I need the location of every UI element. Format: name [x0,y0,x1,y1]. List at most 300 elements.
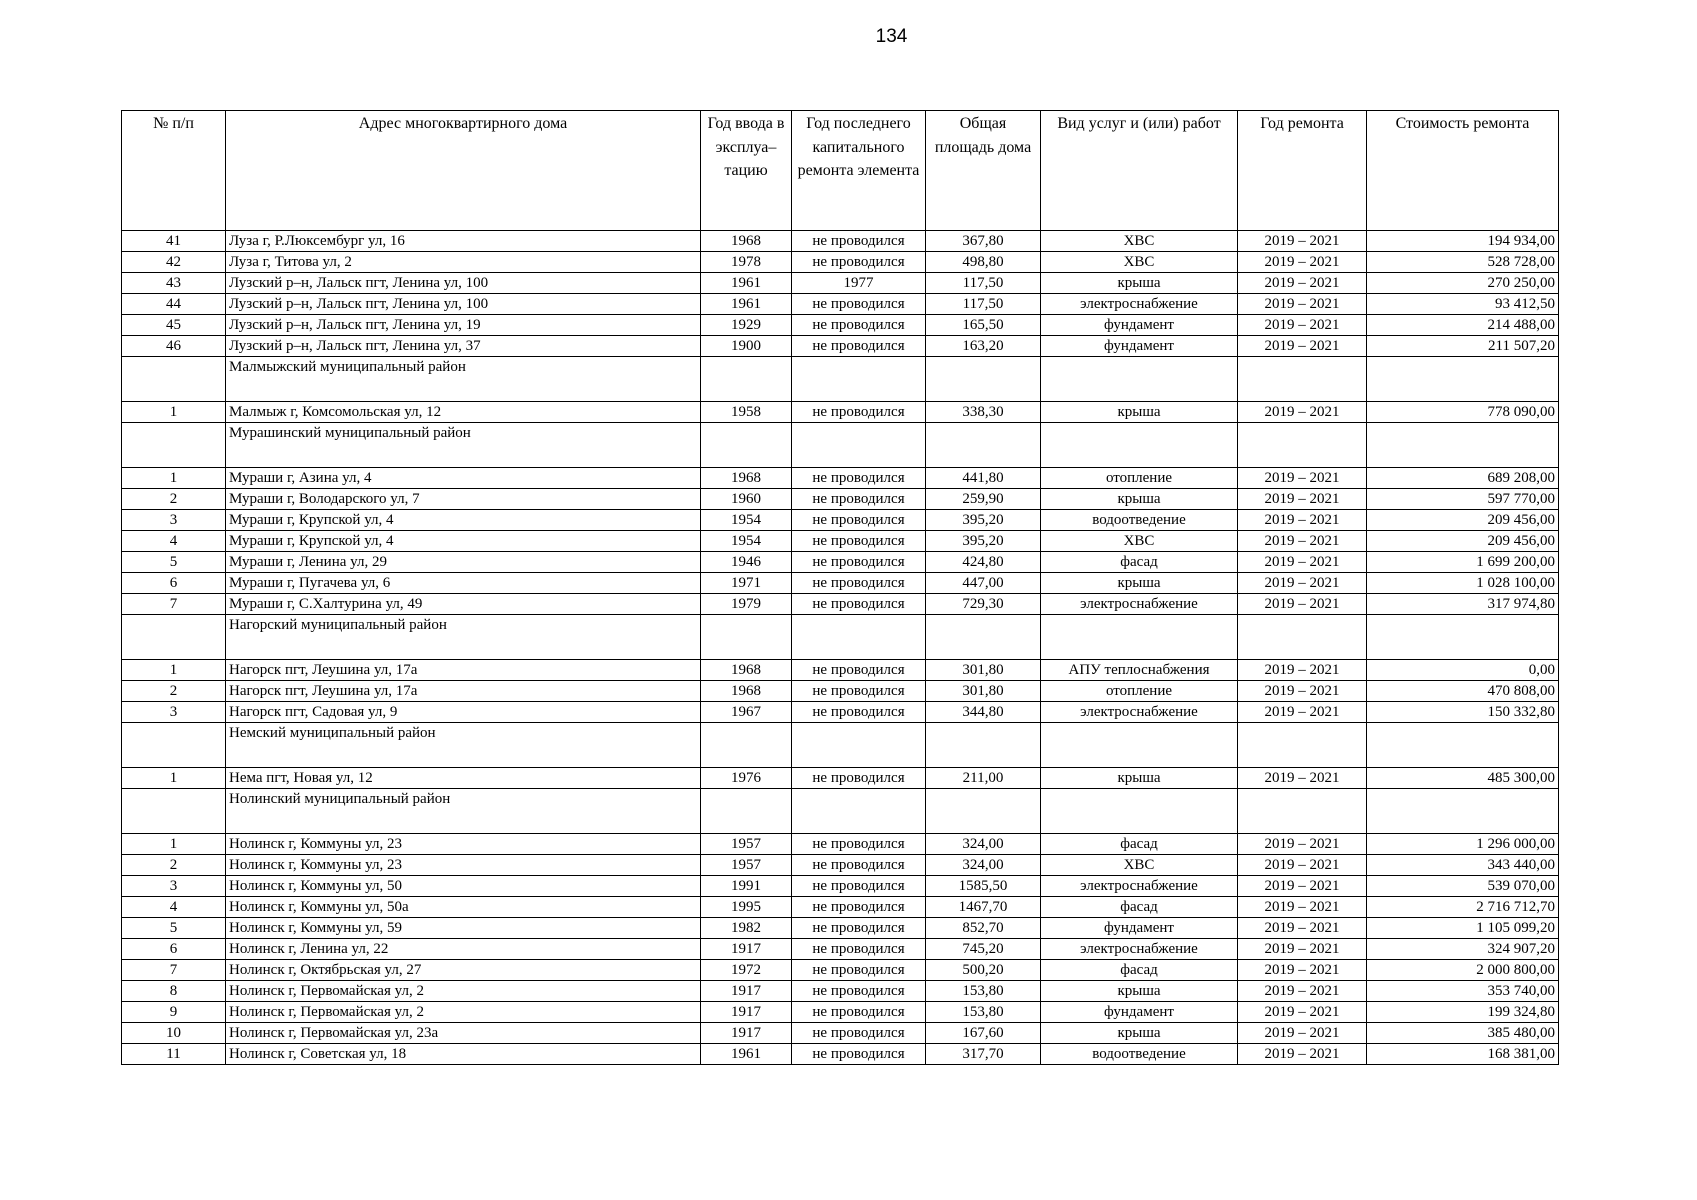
cell-address: Мураши г, Ленина ул, 29 [226,552,701,573]
cell-area: 745,20 [926,939,1041,960]
cell-last-repair: не проводился [792,681,926,702]
cell-cost: 778 090,00 [1367,402,1559,423]
table-row [122,1023,1559,1044]
cell-repair-year: 2019 – 2021 [1238,252,1367,273]
table-row [122,273,1559,294]
cell-cost: 209 456,00 [1367,510,1559,531]
cell-year-built: 1946 [701,552,792,573]
cell-address: Нолинск г, Коммуны ул, 59 [226,918,701,939]
empty-cell [122,423,226,468]
cell-year-built: 1982 [701,918,792,939]
cell-year-built: 1957 [701,855,792,876]
cell-year-built: 1967 [701,702,792,723]
cell-repair-year: 2019 – 2021 [1238,981,1367,1002]
cell-num: 5 [122,918,226,939]
header-cost: Стоимость ремонта [1367,111,1559,231]
cell-repair-year: 2019 – 2021 [1238,402,1367,423]
empty-cell [926,423,1041,468]
cell-num: 5 [122,552,226,573]
cell-year-built: 1960 [701,489,792,510]
cell-service: ХВС [1041,531,1238,552]
section-row [122,615,1559,660]
cell-area: 324,00 [926,834,1041,855]
cell-cost: 485 300,00 [1367,768,1559,789]
header-repair-year: Год ремонта [1238,111,1367,231]
cell-address: Лузский р–н, Лальск пгт, Ленина ул, 37 [226,336,701,357]
cell-address: Нолинск г, Октябрьская ул, 27 [226,960,701,981]
cell-area: 395,20 [926,510,1041,531]
table-row [122,1002,1559,1023]
cell-num: 3 [122,702,226,723]
empty-cell [1367,423,1559,468]
cell-year-built: 1961 [701,273,792,294]
cell-last-repair: не проводился [792,1023,926,1044]
cell-service: крыша [1041,489,1238,510]
cell-num: 45 [122,315,226,336]
cell-num: 6 [122,939,226,960]
cell-area: 117,50 [926,294,1041,315]
cell-service: фасад [1041,960,1238,981]
cell-address: Лузский р–н, Лальск пгт, Ленина ул, 100 [226,273,701,294]
section-title: Немский муниципальный район [226,723,701,768]
cell-last-repair: не проводился [792,876,926,897]
empty-cell [1238,357,1367,402]
cell-service: фундамент [1041,315,1238,336]
empty-cell [1367,357,1559,402]
cell-cost: 199 324,80 [1367,1002,1559,1023]
cell-year-built: 1968 [701,660,792,681]
cell-service: электроснабжение [1041,939,1238,960]
cell-num: 1 [122,402,226,423]
cell-cost: 1 296 000,00 [1367,834,1559,855]
cell-area: 301,80 [926,660,1041,681]
cell-num: 42 [122,252,226,273]
cell-last-repair: не проводился [792,573,926,594]
empty-cell [701,723,792,768]
empty-cell [122,723,226,768]
cell-area: 317,70 [926,1044,1041,1065]
cell-cost: 214 488,00 [1367,315,1559,336]
cell-repair-year: 2019 – 2021 [1238,660,1367,681]
empty-cell [792,357,926,402]
cell-cost: 270 250,00 [1367,273,1559,294]
empty-cell [701,789,792,834]
table-row [122,1044,1559,1065]
table-row [122,231,1559,252]
cell-service: отопление [1041,468,1238,489]
cell-address: Нолинск г, Коммуны ул, 50а [226,897,701,918]
cell-num: 1 [122,834,226,855]
table-row [122,510,1559,531]
table-row [122,531,1559,552]
cell-num: 2 [122,855,226,876]
table-row [122,402,1559,423]
cell-num: 11 [122,1044,226,1065]
cell-repair-year: 2019 – 2021 [1238,573,1367,594]
cell-address: Нолинск г, Советская ул, 18 [226,1044,701,1065]
cell-service: водоотведение [1041,510,1238,531]
cell-cost: 470 808,00 [1367,681,1559,702]
cell-repair-year: 2019 – 2021 [1238,768,1367,789]
cell-year-built: 1995 [701,897,792,918]
cell-service: фасад [1041,552,1238,573]
cell-repair-year: 2019 – 2021 [1238,834,1367,855]
cell-last-repair: не проводился [792,1002,926,1023]
empty-cell [122,789,226,834]
cell-year-built: 1976 [701,768,792,789]
section-row [122,423,1559,468]
cell-service: фундамент [1041,1002,1238,1023]
empty-cell [1238,423,1367,468]
empty-cell [1367,615,1559,660]
empty-cell [701,423,792,468]
cell-service: ХВС [1041,252,1238,273]
cell-cost: 1 105 099,20 [1367,918,1559,939]
cell-repair-year: 2019 – 2021 [1238,876,1367,897]
cell-cost: 194 934,00 [1367,231,1559,252]
cell-area: 852,70 [926,918,1041,939]
cell-area: 441,80 [926,468,1041,489]
cell-year-built: 1954 [701,531,792,552]
cell-last-repair: не проводился [792,510,926,531]
cell-area: 301,80 [926,681,1041,702]
cell-address: Нагорск пгт, Леушина ул, 17а [226,660,701,681]
empty-cell [1367,723,1559,768]
cell-last-repair: не проводился [792,531,926,552]
cell-area: 324,00 [926,855,1041,876]
cell-service: крыша [1041,573,1238,594]
cell-area: 259,90 [926,489,1041,510]
header-service: Вид услуг и (или) работ [1041,111,1238,231]
cell-year-built: 1991 [701,876,792,897]
empty-cell [701,615,792,660]
cell-year-built: 1961 [701,1044,792,1065]
table-row [122,660,1559,681]
cell-address: Нагорск пгт, Садовая ул, 9 [226,702,701,723]
cell-num: 7 [122,594,226,615]
cell-address: Лузский р–н, Лальск пгт, Ленина ул, 100 [226,294,701,315]
cell-num: 43 [122,273,226,294]
cell-cost: 93 412,50 [1367,294,1559,315]
cell-num: 2 [122,489,226,510]
cell-service: электроснабжение [1041,876,1238,897]
section-row [122,357,1559,402]
cell-repair-year: 2019 – 2021 [1238,1044,1367,1065]
cell-num: 4 [122,897,226,918]
table-row [122,897,1559,918]
cell-cost: 209 456,00 [1367,531,1559,552]
table-row [122,855,1559,876]
cell-last-repair: не проводился [792,768,926,789]
empty-cell [701,357,792,402]
table-row [122,594,1559,615]
table-row [122,681,1559,702]
cell-last-repair: не проводился [792,855,926,876]
cell-area: 1467,70 [926,897,1041,918]
cell-year-built: 1968 [701,468,792,489]
cell-address: Нолинск г, Первомайская ул, 2 [226,981,701,1002]
cell-address: Нолинск г, Коммуны ул, 23 [226,855,701,876]
table-row [122,468,1559,489]
table-body [122,231,1559,1065]
empty-cell [1041,423,1238,468]
cell-cost: 324 907,20 [1367,939,1559,960]
cell-num: 1 [122,660,226,681]
cell-last-repair: не проводился [792,897,926,918]
cell-year-built: 1971 [701,573,792,594]
cell-area: 344,80 [926,702,1041,723]
cell-year-built: 1917 [701,1002,792,1023]
page-number: 134 [875,26,908,47]
cell-area: 424,80 [926,552,1041,573]
cell-service: крыша [1041,981,1238,1002]
cell-cost: 385 480,00 [1367,1023,1559,1044]
cell-year-built: 1968 [701,231,792,252]
cell-repair-year: 2019 – 2021 [1238,1023,1367,1044]
cell-service: фундамент [1041,336,1238,357]
cell-year-built: 1961 [701,294,792,315]
cell-cost: 343 440,00 [1367,855,1559,876]
cell-cost: 2 716 712,70 [1367,897,1559,918]
cell-service: ХВС [1041,855,1238,876]
cell-num: 9 [122,1002,226,1023]
empty-cell [122,615,226,660]
empty-cell [792,723,926,768]
cell-last-repair: не проводился [792,702,926,723]
cell-service: водоотведение [1041,1044,1238,1065]
cell-num: 3 [122,876,226,897]
cell-service: фундамент [1041,918,1238,939]
cell-year-built: 1954 [701,510,792,531]
empty-cell [1041,789,1238,834]
cell-repair-year: 2019 – 2021 [1238,1002,1367,1023]
cell-service: крыша [1041,1023,1238,1044]
cell-service: электроснабжение [1041,294,1238,315]
cell-area: 395,20 [926,531,1041,552]
cell-repair-year: 2019 – 2021 [1238,468,1367,489]
cell-cost: 0,00 [1367,660,1559,681]
cell-address: Лузский р–н, Лальск пгт, Ленина ул, 19 [226,315,701,336]
cell-num: 7 [122,960,226,981]
cell-address: Луза г, Титова ул, 2 [226,252,701,273]
cell-repair-year: 2019 – 2021 [1238,273,1367,294]
cell-year-built: 1972 [701,960,792,981]
cell-last-repair: не проводился [792,468,926,489]
section-title: Малмыжский муниципальный район [226,357,701,402]
cell-last-repair: не проводился [792,315,926,336]
empty-cell [1238,615,1367,660]
cell-repair-year: 2019 – 2021 [1238,552,1367,573]
cell-address: Мураши г, Крупской ул, 4 [226,531,701,552]
empty-cell [1041,723,1238,768]
cell-last-repair: не проводился [792,594,926,615]
table-row [122,960,1559,981]
cell-num: 1 [122,768,226,789]
section-row [122,789,1559,834]
cell-area: 167,60 [926,1023,1041,1044]
cell-address: Мураши г, Пугачева ул, 6 [226,573,701,594]
section-title: Нолинский муниципальный район [226,789,701,834]
table-row [122,294,1559,315]
cell-year-built: 1900 [701,336,792,357]
cell-area: 163,20 [926,336,1041,357]
cell-area: 153,80 [926,981,1041,1002]
cell-num: 41 [122,231,226,252]
cell-area: 729,30 [926,594,1041,615]
cell-address: Малмыж г, Комсомольская ул, 12 [226,402,701,423]
cell-num: 8 [122,981,226,1002]
cell-last-repair: не проводился [792,660,926,681]
cell-repair-year: 2019 – 2021 [1238,531,1367,552]
cell-repair-year: 2019 – 2021 [1238,939,1367,960]
cell-repair-year: 2019 – 2021 [1238,702,1367,723]
cell-service: отопление [1041,681,1238,702]
cell-cost: 1 699 200,00 [1367,552,1559,573]
cell-service: АПУ теплоснабжения [1041,660,1238,681]
table-row [122,252,1559,273]
empty-cell [792,615,926,660]
cell-cost: 1 028 100,00 [1367,573,1559,594]
cell-year-built: 1917 [701,981,792,1002]
table-row [122,981,1559,1002]
cell-last-repair: не проводился [792,252,926,273]
cell-address: Нолинск г, Коммуны ул, 50 [226,876,701,897]
cell-address: Мураши г, Крупской ул, 4 [226,510,701,531]
cell-year-built: 1958 [701,402,792,423]
empty-cell [926,615,1041,660]
empty-cell [1238,723,1367,768]
cell-area: 500,20 [926,960,1041,981]
cell-num: 1 [122,468,226,489]
cell-last-repair: не проводился [792,402,926,423]
cell-cost: 689 208,00 [1367,468,1559,489]
cell-num: 44 [122,294,226,315]
cell-area: 447,00 [926,573,1041,594]
empty-cell [1367,789,1559,834]
empty-cell [792,789,926,834]
header-area: Общая площадь дома [926,111,1041,231]
cell-year-built: 1929 [701,315,792,336]
cell-cost: 317 974,80 [1367,594,1559,615]
cell-last-repair: не проводился [792,231,926,252]
cell-num: 3 [122,510,226,531]
table-row [122,939,1559,960]
empty-cell [926,789,1041,834]
cell-area: 153,80 [926,1002,1041,1023]
cell-repair-year: 2019 – 2021 [1238,510,1367,531]
cell-last-repair: не проводился [792,336,926,357]
cell-last-repair: не проводился [792,981,926,1002]
header-num: № п/п [122,111,226,231]
cell-num: 2 [122,681,226,702]
table-row [122,489,1559,510]
cell-address: Нолинск г, Первомайская ул, 23а [226,1023,701,1044]
cell-year-built: 1957 [701,834,792,855]
cell-area: 117,50 [926,273,1041,294]
cell-address: Мураши г, Азина ул, 4 [226,468,701,489]
empty-cell [1041,615,1238,660]
cell-area: 338,30 [926,402,1041,423]
cell-address: Нолинск г, Коммуны ул, 23 [226,834,701,855]
empty-cell [1041,357,1238,402]
cell-repair-year: 2019 – 2021 [1238,594,1367,615]
cell-cost: 2 000 800,00 [1367,960,1559,981]
cell-address: Мураши г, С.Халтурина ул, 49 [226,594,701,615]
cell-service: ХВС [1041,231,1238,252]
empty-cell [792,423,926,468]
table-row [122,876,1559,897]
cell-area: 211,00 [926,768,1041,789]
table-row [122,768,1559,789]
cell-num: 10 [122,1023,226,1044]
empty-cell [122,357,226,402]
empty-cell [1238,789,1367,834]
header-last-repair: Год последнего капитального ремонта элемента [792,111,926,231]
cell-year-built: 1917 [701,1023,792,1044]
empty-cell [926,723,1041,768]
cell-service: крыша [1041,768,1238,789]
cell-last-repair: не проводился [792,960,926,981]
section-row [122,723,1559,768]
cell-last-repair: не проводился [792,294,926,315]
cell-last-repair: не проводился [792,489,926,510]
cell-repair-year: 2019 – 2021 [1238,489,1367,510]
table-row [122,336,1559,357]
cell-service: крыша [1041,273,1238,294]
cell-cost: 353 740,00 [1367,981,1559,1002]
cell-service: электроснабжение [1041,594,1238,615]
cell-cost: 211 507,20 [1367,336,1559,357]
cell-last-repair: 1977 [792,273,926,294]
cell-repair-year: 2019 – 2021 [1238,681,1367,702]
cell-area: 367,80 [926,231,1041,252]
cell-repair-year: 2019 – 2021 [1238,294,1367,315]
cell-year-built: 1968 [701,681,792,702]
cell-last-repair: не проводился [792,918,926,939]
cell-num: 6 [122,573,226,594]
cell-last-repair: не проводился [792,552,926,573]
table-header-row [122,111,1559,231]
table-row [122,702,1559,723]
cell-repair-year: 2019 – 2021 [1238,315,1367,336]
cell-last-repair: не проводился [792,834,926,855]
cell-address: Нолинск г, Первомайская ул, 2 [226,1002,701,1023]
repair-table [121,110,1559,1065]
cell-repair-year: 2019 – 2021 [1238,855,1367,876]
cell-year-built: 1917 [701,939,792,960]
header-year-built: Год ввода в эксплуа–тацию [701,111,792,231]
cell-area: 498,80 [926,252,1041,273]
cell-service: фасад [1041,897,1238,918]
table-row [122,834,1559,855]
cell-repair-year: 2019 – 2021 [1238,231,1367,252]
empty-cell [926,357,1041,402]
cell-num: 46 [122,336,226,357]
section-title: Мурашинский муниципальный район [226,423,701,468]
cell-year-built: 1979 [701,594,792,615]
cell-address: Нолинск г, Ленина ул, 22 [226,939,701,960]
cell-repair-year: 2019 – 2021 [1238,336,1367,357]
cell-cost: 597 770,00 [1367,489,1559,510]
cell-cost: 539 070,00 [1367,876,1559,897]
table-row [122,552,1559,573]
table-row [122,573,1559,594]
cell-area: 165,50 [926,315,1041,336]
cell-cost: 150 332,80 [1367,702,1559,723]
section-title: Нагорский муниципальный район [226,615,701,660]
cell-address: Мураши г, Володарского ул, 7 [226,489,701,510]
table-row [122,315,1559,336]
